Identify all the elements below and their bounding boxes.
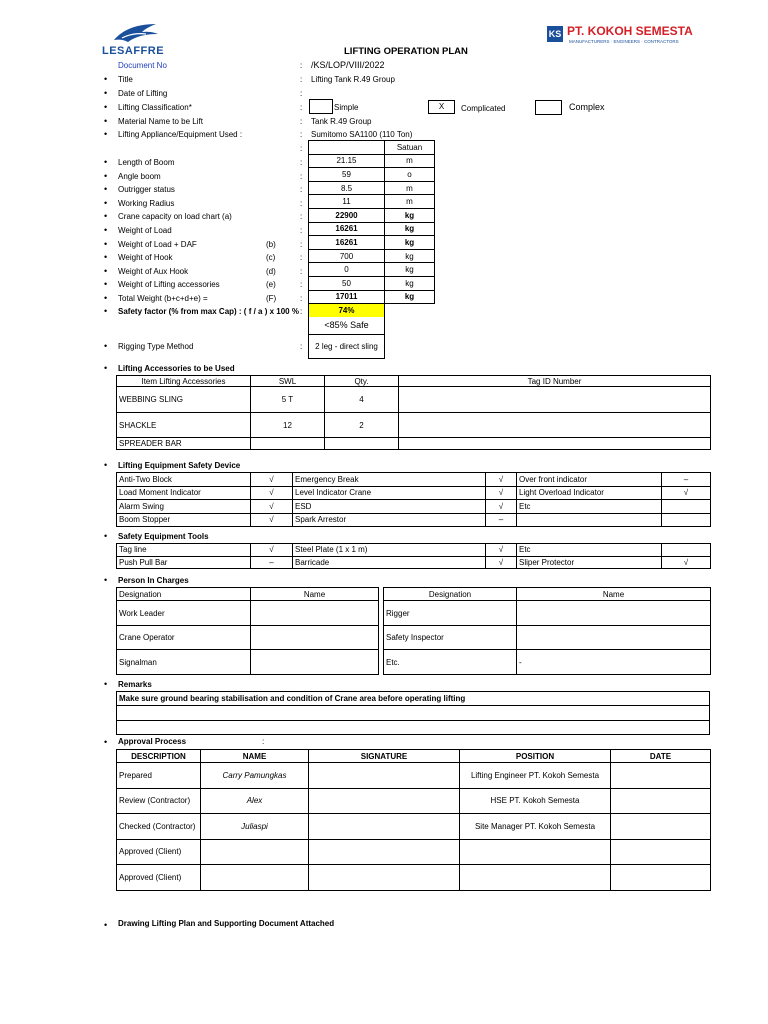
- spec-row: [309, 263, 435, 277]
- signature-cell[interactable]: [309, 839, 460, 865]
- doc-no-value: /KS/LOP/VIII/2022: [311, 60, 385, 70]
- swl-cell: 12: [251, 413, 325, 438]
- bullet: •: [104, 102, 108, 112]
- title-label: Title: [118, 75, 133, 84]
- check-cell[interactable]: √: [486, 556, 517, 569]
- lesaffre-logo: [100, 18, 170, 58]
- appliance-value: Sumitomo SA1100 (110 Ton): [311, 130, 413, 139]
- spec-label: Weight of Lifting accessories: [118, 280, 220, 289]
- name-cell[interactable]: [251, 650, 379, 675]
- name-cell: Alex: [201, 788, 309, 814]
- check-cell[interactable]: [662, 544, 711, 557]
- table-row: [117, 814, 711, 840]
- col-header: Item Lifting Accessories: [117, 376, 251, 387]
- bullet: •: [104, 184, 108, 194]
- swl-cell: [251, 438, 325, 450]
- approval-colon: :: [262, 737, 265, 746]
- table-row: [117, 788, 711, 814]
- safety-factor-label: Safety factor (% from max Cap) : ( f / a ) x 100 %: [118, 307, 299, 316]
- description-cell: Checked (Contractor): [117, 814, 201, 840]
- colon: :: [300, 158, 303, 167]
- table-row: [117, 438, 711, 450]
- spec-value: 22900: [309, 208, 385, 222]
- spec-value: 50: [309, 276, 385, 290]
- spec-value: 700: [309, 249, 385, 263]
- designation-cell: Work Leader: [117, 601, 251, 626]
- tag-cell[interactable]: [399, 413, 711, 438]
- spec-value: 17011: [309, 290, 385, 304]
- material-value: Tank R.49 Group: [311, 117, 372, 126]
- complicated-label: Complicated: [461, 104, 506, 113]
- bullet: •: [104, 171, 108, 181]
- safety-device-table: [116, 472, 711, 527]
- table-row: [117, 650, 379, 675]
- check-cell[interactable]: √: [662, 486, 711, 500]
- bullet: •: [104, 575, 108, 585]
- check-cell[interactable]: √: [251, 500, 293, 514]
- spec-row: [309, 236, 435, 250]
- spec-empty-cell: [385, 334, 435, 358]
- colon: :: [300, 130, 303, 139]
- designation-cell: Signalman: [117, 650, 251, 675]
- table-row: [117, 601, 379, 626]
- item-cell: Barricade: [293, 556, 486, 569]
- check-cell[interactable]: –: [486, 513, 517, 527]
- spec-unit: kg: [385, 236, 435, 250]
- colon: :: [300, 253, 303, 262]
- designation-cell: Etc.: [384, 650, 517, 675]
- spec-row: [309, 154, 435, 168]
- spec-empty-cell: [385, 317, 435, 334]
- persons-right-table: [383, 587, 711, 675]
- item-cell: Emergency Break: [293, 473, 486, 487]
- spec-code: (e): [266, 280, 276, 289]
- footer-note: Drawing Lifting Plan and Supporting Document Attached: [118, 919, 335, 928]
- col-header: SIGNATURE: [309, 750, 460, 763]
- date-label: Date of Lifting: [118, 89, 168, 98]
- colon: :: [300, 307, 303, 316]
- colon: :: [300, 172, 303, 181]
- col-header: Tag ID Number: [399, 376, 711, 387]
- description-cell: Approved (Client): [117, 839, 201, 865]
- name-cell[interactable]: -: [517, 650, 711, 675]
- designation-cell: Rigger: [384, 601, 517, 626]
- name-cell[interactable]: [251, 626, 379, 650]
- table-row: [117, 486, 711, 500]
- item-cell: SPREADER BAR: [117, 438, 251, 450]
- kokoh-semesta-logo: [545, 24, 705, 46]
- approval-table: [116, 749, 711, 891]
- bullet: •: [104, 306, 108, 316]
- check-cell[interactable]: [662, 513, 711, 527]
- swl-cell: 5 T: [251, 387, 325, 413]
- col-header: Qty.: [325, 376, 399, 387]
- bullet: •: [104, 531, 108, 541]
- spec-value: 59: [309, 168, 385, 182]
- complicated-checkbox[interactable]: X: [428, 100, 455, 114]
- item-cell: [517, 513, 662, 527]
- name-cell[interactable]: [517, 626, 711, 650]
- signature-cell[interactable]: [309, 763, 460, 789]
- bullet: •: [104, 341, 108, 351]
- doc-no-label: Document No: [118, 61, 167, 70]
- table-row: [117, 413, 711, 438]
- check-cell[interactable]: √: [251, 513, 293, 527]
- bullet: •: [104, 460, 108, 470]
- safety-factor-value: 74%: [309, 304, 385, 318]
- check-cell[interactable]: √: [662, 556, 711, 569]
- bullet: •: [104, 88, 108, 98]
- item-cell: Steel Plate (1 x 1 m): [293, 544, 486, 557]
- item-cell: ESD: [293, 500, 486, 514]
- bullet: •: [104, 225, 108, 235]
- spec-label: Angle boom: [118, 172, 161, 181]
- signature-cell[interactable]: [309, 788, 460, 814]
- item-cell: Etc: [517, 500, 662, 514]
- simple-checkbox[interactable]: [309, 99, 333, 114]
- col-header: NAME: [201, 750, 309, 763]
- spec-unit: o: [385, 168, 435, 182]
- spec-label: Crane capacity on load chart (a): [118, 212, 232, 221]
- qty-cell: [325, 438, 399, 450]
- check-cell[interactable]: √: [486, 486, 517, 500]
- remark-line[interactable]: [117, 706, 710, 721]
- item-cell: Level Indicator Crane: [293, 486, 486, 500]
- colon: :: [300, 294, 303, 303]
- table-row: [117, 544, 711, 557]
- table-row: [117, 763, 711, 789]
- safety-tools-table: [116, 543, 711, 569]
- approval-heading: Approval Process: [118, 737, 187, 746]
- spec-value: 11: [309, 195, 385, 209]
- colon: :: [300, 280, 303, 289]
- spec-unit: kg: [385, 263, 435, 277]
- complex-checkbox[interactable]: [535, 100, 562, 115]
- remark-line[interactable]: [117, 721, 710, 735]
- bullet: •: [104, 737, 108, 747]
- rigging-label: Rigging Type Method: [118, 342, 194, 351]
- date-cell[interactable]: [611, 865, 711, 891]
- check-cell[interactable]: √: [486, 544, 517, 557]
- title-value: Lifting Tank R.49 Group: [311, 75, 395, 84]
- colon: :: [300, 89, 303, 98]
- remark-line: Make sure ground bearing stabilisation and condition of Crane area before operating lifting: [117, 692, 710, 706]
- spec-row: [309, 276, 435, 290]
- table-row: [117, 865, 711, 891]
- table-row: [384, 650, 711, 675]
- check-cell[interactable]: –: [662, 473, 711, 487]
- spec-header-blank: [309, 141, 385, 155]
- col-header: Designation: [384, 588, 517, 601]
- spec-unit: kg: [385, 249, 435, 263]
- rigging-value: 2 leg - direct sling: [309, 334, 385, 358]
- colon: :: [300, 144, 303, 153]
- bullet: •: [104, 74, 108, 84]
- signature-cell[interactable]: [309, 865, 460, 891]
- position-cell: [460, 865, 611, 891]
- page-title: LIFTING OPERATION PLAN: [344, 46, 468, 57]
- item-cell: Boom Stopper: [117, 513, 251, 527]
- table-row: [117, 626, 379, 650]
- date-cell[interactable]: [611, 788, 711, 814]
- item-cell: Anti-Two Block: [117, 473, 251, 487]
- spec-unit: m: [385, 181, 435, 195]
- item-cell: Over front indicator: [517, 473, 662, 487]
- bullet: •: [104, 252, 108, 262]
- name-cell: [201, 865, 309, 891]
- spec-value: 0: [309, 263, 385, 277]
- spec-value: 16261: [309, 222, 385, 236]
- spec-value: 16261: [309, 236, 385, 250]
- qty-cell: 2: [325, 413, 399, 438]
- spec-value: 21.15: [309, 154, 385, 168]
- position-cell: Site Manager PT. Kokoh Semesta: [460, 814, 611, 840]
- table-row: [384, 601, 711, 626]
- designation-cell: Crane Operator: [117, 626, 251, 650]
- item-cell: Sliper Protector: [517, 556, 662, 569]
- appliance-label: Lifting Appliance/Equipment Used :: [118, 130, 243, 139]
- check-cell[interactable]: [662, 500, 711, 514]
- item-cell: WEBBING SLING: [117, 387, 251, 413]
- position-cell: Lifting Engineer PT. Kokoh Semesta: [460, 763, 611, 789]
- accessories-heading: Lifting Accessories to be Used: [118, 364, 235, 373]
- check-cell[interactable]: √: [251, 486, 293, 500]
- accessories-table: [116, 375, 711, 450]
- table-row: [384, 626, 711, 650]
- spec-unit: kg: [385, 208, 435, 222]
- table-row: [117, 839, 711, 865]
- lesaffre-wordmark: LESAFFRE: [102, 45, 165, 57]
- description-cell: Approved (Client): [117, 865, 201, 891]
- spec-code: (b): [266, 240, 276, 249]
- spec-label: Outrigger status: [118, 185, 175, 194]
- complex-label: Complex: [569, 102, 605, 112]
- simple-label: Simple: [334, 103, 359, 112]
- spec-label: Weight of Load: [118, 226, 172, 235]
- spec-unit: kg: [385, 290, 435, 304]
- bullet: •: [104, 239, 108, 249]
- colon: :: [300, 199, 303, 208]
- colon: :: [300, 75, 303, 84]
- table-row: [117, 513, 711, 527]
- persons-heading: Person In Charges: [118, 576, 189, 585]
- safety-note: <85% Safe: [309, 317, 385, 334]
- col-header: DATE: [611, 750, 711, 763]
- colon: :: [300, 226, 303, 235]
- spec-label: Length of Boom: [118, 158, 175, 167]
- remarks-table: [116, 691, 710, 735]
- name-cell[interactable]: [251, 601, 379, 626]
- spec-unit: kg: [385, 276, 435, 290]
- item-cell: Spark Arrestor: [293, 513, 486, 527]
- spec-unit: m: [385, 195, 435, 209]
- description-cell: Prepared: [117, 763, 201, 789]
- tag-cell[interactable]: [399, 438, 711, 450]
- spec-header-unit: Satuan: [385, 141, 435, 155]
- item-cell: Etc: [517, 544, 662, 557]
- spec-row: [309, 208, 435, 222]
- safety-device-heading: Lifting Equipment Safety Device: [118, 461, 241, 470]
- spec-row: [309, 168, 435, 182]
- bullet: •: [104, 920, 108, 930]
- date-cell[interactable]: [611, 763, 711, 789]
- spec-row: [309, 222, 435, 236]
- bullet: •: [104, 293, 108, 303]
- item-cell: Tag line: [117, 544, 251, 557]
- company-tagline: MANUFACTURERS · ENGINEERS · CONTRACTORS: [569, 39, 679, 44]
- item-cell: SHACKLE: [117, 413, 251, 438]
- col-header: Name: [251, 588, 379, 601]
- persons-left-table: [116, 587, 379, 675]
- safety-tools-heading: Safety Equipment Tools: [118, 532, 209, 541]
- spec-code: (c): [266, 253, 276, 262]
- item-cell: Push Pull Bar: [117, 556, 251, 569]
- spec-row: [309, 181, 435, 195]
- col-header: POSITION: [460, 750, 611, 763]
- col-header: DESCRIPTION: [117, 750, 201, 763]
- colon: :: [300, 117, 303, 126]
- spec-unit: m: [385, 154, 435, 168]
- position-cell: HSE PT. Kokoh Semesta: [460, 788, 611, 814]
- position-cell: [460, 839, 611, 865]
- table-row: [117, 387, 711, 413]
- spec-label: Weight of Hook: [118, 253, 173, 262]
- qty-cell: 4: [325, 387, 399, 413]
- bullet: •: [104, 679, 108, 689]
- spec-row: [309, 195, 435, 209]
- item-cell: Light Overload Indicator: [517, 486, 662, 500]
- bullet: •: [104, 363, 108, 373]
- table-row: [117, 500, 711, 514]
- spec-unit: kg: [385, 222, 435, 236]
- tag-cell[interactable]: [399, 387, 711, 413]
- date-cell[interactable]: [611, 814, 711, 840]
- colon: :: [300, 103, 303, 112]
- spec-table: [308, 140, 435, 359]
- col-header: Designation: [117, 588, 251, 601]
- spec-label: Weight of Aux Hook: [118, 267, 189, 276]
- bullet: •: [104, 279, 108, 289]
- bird-icon: [100, 18, 170, 46]
- bullet: •: [104, 129, 108, 139]
- colon: :: [300, 61, 303, 70]
- col-header: SWL: [251, 376, 325, 387]
- spec-code: (F): [266, 294, 277, 303]
- designation-cell: Safety Inspector: [384, 626, 517, 650]
- colon: :: [300, 240, 303, 249]
- bullet: •: [104, 116, 108, 126]
- check-cell[interactable]: √: [251, 544, 293, 557]
- name-cell[interactable]: [517, 601, 711, 626]
- spec-row: [309, 290, 435, 304]
- check-cell[interactable]: √: [251, 473, 293, 487]
- item-cell: Load Moment Indicator: [117, 486, 251, 500]
- col-header: Name: [517, 588, 711, 601]
- remarks-heading: Remarks: [118, 680, 152, 689]
- spec-value: 8.5: [309, 181, 385, 195]
- spec-code: (d): [266, 267, 276, 276]
- bullet: •: [104, 211, 108, 221]
- name-cell: Carry Pamungkas: [201, 763, 309, 789]
- material-label: Material Name to be Lift: [118, 117, 203, 126]
- check-cell[interactable]: √: [486, 473, 517, 487]
- table-row: [117, 473, 711, 487]
- spec-label: Total Weight (b+c+d+e) =: [118, 294, 208, 303]
- company-name: PT. KOKOH SEMESTA: [567, 24, 693, 38]
- ks-emblem-icon: KS: [547, 26, 563, 42]
- signature-cell[interactable]: [309, 814, 460, 840]
- classification-label: Lifting Classification*: [118, 103, 192, 112]
- bullet: •: [104, 198, 108, 208]
- bullet: •: [104, 266, 108, 276]
- colon: :: [300, 212, 303, 221]
- spec-row: [309, 249, 435, 263]
- colon: :: [300, 267, 303, 276]
- bullet: •: [104, 157, 108, 167]
- spec-empty-cell: [385, 304, 435, 318]
- item-cell: Alarm Swing: [117, 500, 251, 514]
- date-cell[interactable]: [611, 839, 711, 865]
- check-cell[interactable]: √: [486, 500, 517, 514]
- check-cell[interactable]: –: [251, 556, 293, 569]
- table-row: [117, 556, 711, 569]
- name-cell: Juliaspi: [201, 814, 309, 840]
- spec-label: Weight of Load + DAF: [118, 240, 197, 249]
- colon: :: [300, 185, 303, 194]
- name-cell: [201, 839, 309, 865]
- description-cell: Review (Contractor): [117, 788, 201, 814]
- spec-label: Working Radius: [118, 199, 175, 208]
- colon: :: [300, 342, 303, 351]
